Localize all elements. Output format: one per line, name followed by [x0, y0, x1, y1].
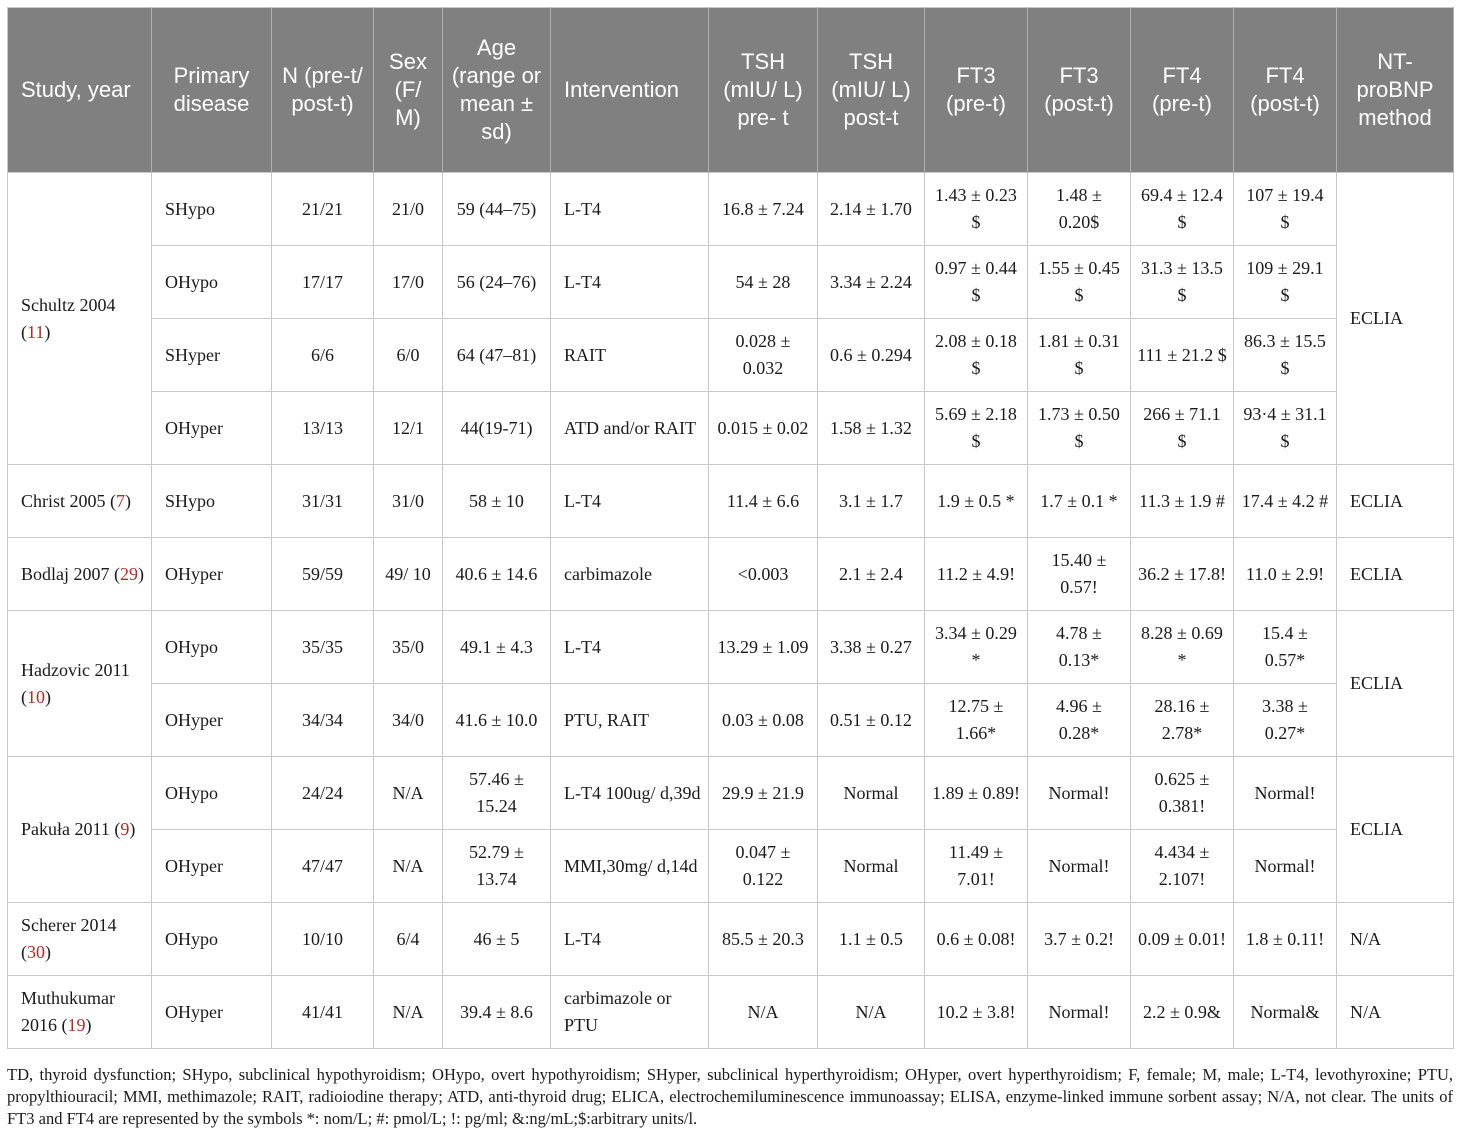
ft3-pre-cell: 1.9 ± 0.5 *: [925, 465, 1028, 538]
table-row: [8, 611, 1454, 684]
study-cell: Scherer 2014 (30): [8, 903, 152, 976]
tsh-post-cell: N/A: [818, 976, 925, 1049]
ft3-post-cell: 1.55 ± 0.45 $: [1028, 246, 1131, 319]
tsh-post-cell: 1.1 ± 0.5: [818, 903, 925, 976]
tsh-pre-cell: 16.8 ± 7.24: [709, 173, 818, 246]
header-method: NT- proBNP method: [1337, 8, 1454, 173]
ft3-post-cell: 1.48 ± 0.20$: [1028, 173, 1131, 246]
intervention-cell: PTU, RAIT: [551, 684, 709, 757]
header-tsh-post: TSH (mIU/ L) post-t: [818, 8, 925, 173]
age-cell: 49.1 ± 4.3: [443, 611, 551, 684]
tsh-post-cell: 3.34 ± 2.24: [818, 246, 925, 319]
tsh-pre-cell: 11.4 ± 6.6: [709, 465, 818, 538]
intervention-cell: L-T4: [551, 611, 709, 684]
header-ft4-pre: FT4 (pre-t): [1131, 8, 1234, 173]
study-cell: Pakuła 2011 (9): [8, 757, 152, 903]
tsh-pre-cell: 13.29 ± 1.09: [709, 611, 818, 684]
ft4-pre-cell: 0.09 ± 0.01!: [1131, 903, 1234, 976]
tsh-pre-cell: 0.028 ± 0.032: [709, 319, 818, 392]
disease-cell: OHyper: [152, 830, 272, 903]
reference-link[interactable]: 9: [120, 819, 130, 839]
disease-cell: OHypo: [152, 246, 272, 319]
tsh-post-cell: 2.1 ± 2.4: [818, 538, 925, 611]
disease-cell: SHypo: [152, 173, 272, 246]
table-wrapper: [7, 7, 1453, 1049]
n-cell: 35/35: [272, 611, 374, 684]
table-row: [8, 173, 1454, 246]
ft4-post-cell: 11.0 ± 2.9!: [1234, 538, 1337, 611]
tsh-post-cell: Normal: [818, 830, 925, 903]
ft4-pre-cell: 31.3 ± 13.5 $: [1131, 246, 1234, 319]
sex-cell: N/A: [374, 757, 443, 830]
ft3-pre-cell: 10.2 ± 3.8!: [925, 976, 1028, 1049]
table-row: [8, 903, 1454, 976]
ft3-post-cell: Normal!: [1028, 830, 1131, 903]
reference-link[interactable]: 29: [120, 563, 138, 584]
sex-cell: 35/0: [374, 611, 443, 684]
study-name: Christ 2005: [21, 490, 106, 511]
intervention-cell: L-T4: [551, 465, 709, 538]
ft3-pre-cell: 5.69 ± 2.18 $: [925, 392, 1028, 465]
disease-cell: OHyper: [152, 538, 272, 611]
tsh-post-cell: Normal: [818, 757, 925, 830]
sex-cell: N/A: [374, 830, 443, 903]
method-cell: ECLIA: [1337, 611, 1454, 757]
ft3-post-cell: 4.78 ± 0.13*: [1028, 611, 1131, 684]
ft3-pre-cell: 0.6 ± 0.08!: [925, 903, 1028, 976]
reference-link[interactable]: 7: [116, 490, 126, 511]
ft3-pre-cell: 11.2 ± 4.9!: [925, 538, 1028, 611]
ft3-pre-cell: 0.97 ± 0.44 $: [925, 246, 1028, 319]
sex-cell: 6/0: [374, 319, 443, 392]
n-cell: 24/24: [272, 757, 374, 830]
disease-cell: OHypo: [152, 611, 272, 684]
ft3-post-cell: 3.7 ± 0.2!: [1028, 903, 1131, 976]
study-cell: Hadzovic 2011 (10): [8, 611, 152, 757]
n-cell: 10/10: [272, 903, 374, 976]
ft4-post-cell: 109 ± 29.1 $: [1234, 246, 1337, 319]
study-name: Scherer 2014: [21, 915, 117, 935]
header-n: N (pre-t/ post-t): [272, 8, 374, 173]
age-cell: 52.79 ± 13.74: [443, 830, 551, 903]
ft4-pre-cell: 11.3 ± 1.9 #: [1131, 465, 1234, 538]
ft4-post-cell: 107 ± 19.4 $: [1234, 173, 1337, 246]
table-body: [8, 173, 1454, 1049]
n-cell: 34/34: [272, 684, 374, 757]
ft3-pre-cell: 2.08 ± 0.18 $: [925, 319, 1028, 392]
disease-cell: OHyper: [152, 684, 272, 757]
tsh-post-cell: 0.51 ± 0.12: [818, 684, 925, 757]
header-age: Age (range or mean ± sd): [443, 8, 551, 173]
study-cell: Muthukumar 2016 (19): [8, 976, 152, 1049]
age-cell: 41.6 ± 10.0: [443, 684, 551, 757]
age-cell: 56 (24–76): [443, 246, 551, 319]
ft4-post-cell: 86.3 ± 15.5 $: [1234, 319, 1337, 392]
tsh-pre-cell: <0.003: [709, 538, 818, 611]
ft4-pre-cell: 36.2 ± 17.8!: [1131, 538, 1234, 611]
ft4-pre-cell: 2.2 ± 0.9&: [1131, 976, 1234, 1049]
header-ft3-pre: FT3 (pre-t): [925, 8, 1028, 173]
disease-cell: OHypo: [152, 757, 272, 830]
ft4-post-cell: 17.4 ± 4.2 #: [1234, 465, 1337, 538]
sex-cell: 6/4: [374, 903, 443, 976]
table-row: [8, 830, 1454, 903]
reference-link[interactable]: 11: [27, 321, 45, 342]
n-cell: 21/21: [272, 173, 374, 246]
intervention-cell: L-T4: [551, 173, 709, 246]
method-cell: ECLIA: [1337, 538, 1454, 611]
ft3-post-cell: 15.40 ± 0.57!: [1028, 538, 1131, 611]
n-cell: 47/47: [272, 830, 374, 903]
study-name: Muthukumar 2016: [21, 988, 115, 1035]
ft3-post-cell: 1.7 ± 0.1 *: [1028, 465, 1131, 538]
ft4-pre-cell: 0.625 ± 0.381!: [1131, 757, 1234, 830]
age-cell: 39.4 ± 8.6: [443, 976, 551, 1049]
sex-cell: 12/1: [374, 392, 443, 465]
ft3-post-cell: Normal!: [1028, 757, 1131, 830]
n-cell: 41/41: [272, 976, 374, 1049]
sex-cell: N/A: [374, 976, 443, 1049]
ft4-post-cell: 93·4 ± 31.1 $: [1234, 392, 1337, 465]
table-row: [8, 757, 1454, 830]
ft4-pre-cell: 4.434 ± 2.107!: [1131, 830, 1234, 903]
tsh-post-cell: 3.1 ± 1.7: [818, 465, 925, 538]
table-row: [8, 246, 1454, 319]
tsh-post-cell: 3.38 ± 0.27: [818, 611, 925, 684]
method-cell: N/A: [1337, 976, 1454, 1049]
sex-cell: 31/0: [374, 465, 443, 538]
tsh-post-cell: 2.14 ± 1.70: [818, 173, 925, 246]
ft4-pre-cell: 111 ± 21.2 $: [1131, 319, 1234, 392]
tsh-pre-cell: N/A: [709, 976, 818, 1049]
table-row: [8, 465, 1454, 538]
disease-cell: SHypo: [152, 465, 272, 538]
tsh-pre-cell: 0.047 ± 0.122: [709, 830, 818, 903]
study-cell: Bodlaj 2007 (29): [8, 538, 152, 611]
tsh-pre-cell: 54 ± 28: [709, 246, 818, 319]
sex-cell: 49/ 10: [374, 538, 443, 611]
reference-link[interactable]: 19: [67, 1015, 86, 1035]
reference-link[interactable]: 30: [27, 942, 45, 962]
ft4-post-cell: 1.8 ± 0.11!: [1234, 903, 1337, 976]
ft4-pre-cell: 28.16 ± 2.78*: [1131, 684, 1234, 757]
age-cell: 64 (47–81): [443, 319, 551, 392]
n-cell: 59/59: [272, 538, 374, 611]
age-cell: 46 ± 5: [443, 903, 551, 976]
disease-cell: OHypo: [152, 903, 272, 976]
intervention-cell: carbimazole: [551, 538, 709, 611]
study-name: Hadzovic 2011: [21, 659, 130, 680]
header-intervention: Intervention: [551, 8, 709, 173]
disease-cell: OHyper: [152, 976, 272, 1049]
age-cell: 44(19-71): [443, 392, 551, 465]
method-cell: N/A: [1337, 903, 1454, 976]
ft3-post-cell: 1.81 ± 0.31 $: [1028, 319, 1131, 392]
table-row: [8, 538, 1454, 611]
intervention-cell: L-T4 100ug/ d,39d: [551, 757, 709, 830]
age-cell: 40.6 ± 14.6: [443, 538, 551, 611]
header-sex: Sex (F/ M): [374, 8, 443, 173]
n-cell: 31/31: [272, 465, 374, 538]
table-row: [8, 684, 1454, 757]
n-cell: 6/6: [272, 319, 374, 392]
reference-link[interactable]: 10: [27, 686, 45, 707]
n-cell: 17/17: [272, 246, 374, 319]
study-name: Pakuła 2011: [21, 819, 110, 839]
intervention-cell: carbimazole or PTU: [551, 976, 709, 1049]
results-table: [7, 7, 1454, 1049]
ft4-post-cell: 3.38 ± 0.27*: [1234, 684, 1337, 757]
sex-cell: 21/0: [374, 173, 443, 246]
ft3-pre-cell: 1.89 ± 0.89!: [925, 757, 1028, 830]
study-name: Bodlaj 2007: [21, 563, 110, 584]
header-row: [8, 8, 1454, 173]
ft3-post-cell: 1.73 ± 0.50 $: [1028, 392, 1131, 465]
intervention-cell: RAIT: [551, 319, 709, 392]
method-cell: ECLIA: [1337, 173, 1454, 465]
sex-cell: 17/0: [374, 246, 443, 319]
method-cell: ECLIA: [1337, 465, 1454, 538]
header-ft4-post: FT4 (post-t): [1234, 8, 1337, 173]
tsh-pre-cell: 85.5 ± 20.3: [709, 903, 818, 976]
header-ft3-post: FT3 (post-t): [1028, 8, 1131, 173]
tsh-post-cell: 0.6 ± 0.294: [818, 319, 925, 392]
ft3-pre-cell: 3.34 ± 0.29 *: [925, 611, 1028, 684]
disease-cell: SHyper: [152, 319, 272, 392]
intervention-cell: MMI,30mg/ d,14d: [551, 830, 709, 903]
table-row: [8, 319, 1454, 392]
study-cell: Christ 2005 (7): [8, 465, 152, 538]
table-row: [8, 976, 1454, 1049]
tsh-post-cell: 1.58 ± 1.32: [818, 392, 925, 465]
study-name: Schultz 2004: [21, 294, 116, 315]
age-cell: 58 ± 10: [443, 465, 551, 538]
disease-cell: OHyper: [152, 392, 272, 465]
header-tsh-pre: TSH (mIU/ L) pre- t: [709, 8, 818, 173]
ft4-pre-cell: 69.4 ± 12.4 $: [1131, 173, 1234, 246]
study-cell: Schultz 2004 (11): [8, 173, 152, 465]
ft3-post-cell: 4.96 ± 0.28*: [1028, 684, 1131, 757]
tsh-pre-cell: 0.015 ± 0.02: [709, 392, 818, 465]
header-disease: Primary disease: [152, 8, 272, 173]
intervention-cell: L-T4: [551, 246, 709, 319]
tsh-pre-cell: 0.03 ± 0.08: [709, 684, 818, 757]
n-cell: 13/13: [272, 392, 374, 465]
age-cell: 57.46 ± 15.24: [443, 757, 551, 830]
intervention-cell: ATD and/or RAIT: [551, 392, 709, 465]
ft3-pre-cell: 1.43 ± 0.23 $: [925, 173, 1028, 246]
ft4-post-cell: Normal&: [1234, 976, 1337, 1049]
ft4-pre-cell: 266 ± 71.1 $: [1131, 392, 1234, 465]
sex-cell: 34/0: [374, 684, 443, 757]
ft4-pre-cell: 8.28 ± 0.69 *: [1131, 611, 1234, 684]
table-footnote: TD, thyroid dysfunction; SHypo, subclinical hypothyroidism; OHypo, overt hypothyroidism; SHyper, subclinical hyperthyroidism; OHyper, overt hyperthyroidism; F, female; M, male; L-T4, levothyroxine; PTU, propylthiouracil; MMI, methimazole; RAIT, radioiodine therapy; ATD, anti-thyroid drug; ELICA, electrochemiluminescence immunoassay; ELISA, enzyme-linked immune sorbent assay; N/A, not clear. The units of FT3 and FT4 are represented by the symbols *: nom/L; #: pmol/L; !: pg/ml; &:ng/mL;$:arbitrary units/l.: [7, 1065, 1453, 1128]
ft4-post-cell: 15.4 ± 0.57*: [1234, 611, 1337, 684]
ft4-post-cell: Normal!: [1234, 830, 1337, 903]
intervention-cell: L-T4: [551, 903, 709, 976]
age-cell: 59 (44–75): [443, 173, 551, 246]
method-cell: ECLIA: [1337, 757, 1454, 903]
ft3-pre-cell: 11.49 ± 7.01!: [925, 830, 1028, 903]
table-row: [8, 392, 1454, 465]
ft3-pre-cell: 12.75 ± 1.66*: [925, 684, 1028, 757]
ft4-post-cell: Normal!: [1234, 757, 1337, 830]
ft3-post-cell: Normal!: [1028, 976, 1131, 1049]
tsh-pre-cell: 29.9 ± 21.9: [709, 757, 818, 830]
header-study: Study, year: [8, 8, 152, 173]
